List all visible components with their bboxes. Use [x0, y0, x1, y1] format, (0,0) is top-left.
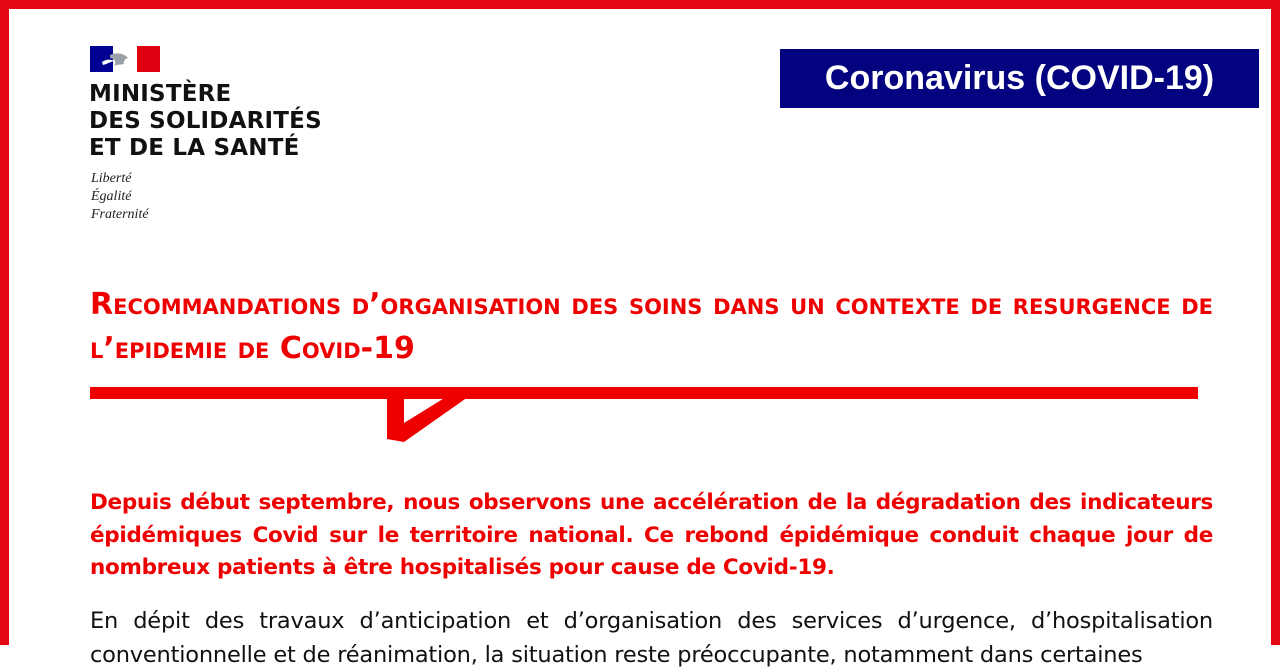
body-paragraph: En dépit des travaux d’anticipation et d’organisation des services d’urgence, d’hospitalisation conventionnelle et de réanimation, la situation reste préoccupante, notamment dans certaines: [90, 608, 1213, 668]
title-underline-chevron-icon: [90, 387, 1198, 443]
covid-badge: [780, 49, 1259, 108]
marianne-logo-icon: [90, 46, 160, 72]
ministry-line: DES SOLIDARITÉS: [89, 108, 322, 134]
ministry-line: MINISTÈRE: [89, 81, 232, 107]
motto-line: Liberté: [91, 171, 132, 186]
document-title: Recommandations d’organisation des soins dans un contexte de resurgence de l’epidemie de Covid-19: [90, 287, 1213, 366]
ministry-name: [89, 81, 322, 162]
ministry-line: ET DE LA SANTÉ: [89, 135, 300, 161]
intro-paragraph: Depuis début septembre, nous observons une accélération de la dégradation des indicateurs épidémiques Covid sur le territoire national. Ce rebond épidémique conduit chaque jour de nombreux patients à être hospitalisés pour cause de Covid-19.: [90, 490, 1213, 580]
motto-line: Égalité: [91, 189, 132, 204]
motto-line: Fraternité: [91, 207, 149, 222]
republic-motto: [91, 170, 149, 224]
covid-badge-label: Coronavirus (COVID-19): [824, 59, 1215, 97]
